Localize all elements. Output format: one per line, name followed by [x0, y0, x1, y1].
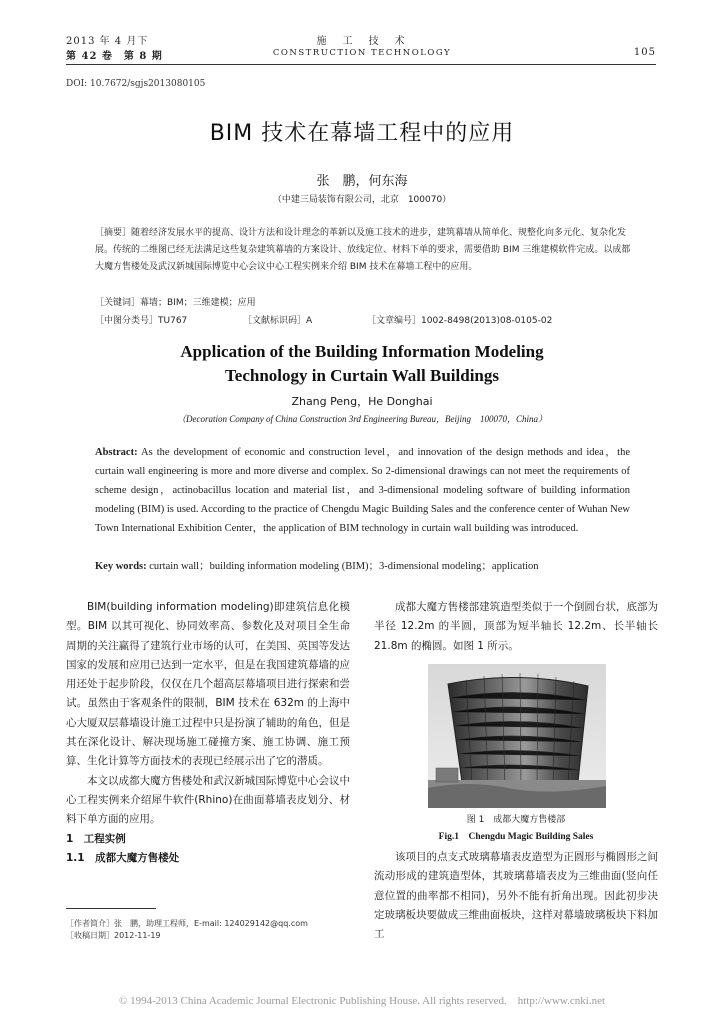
abstract-en-text: As the development of economic and construction level，and innovation of the design methods and idea，the curtain wall engineering is more and more diverse and complex. So 2-dimensional drawings can not meet the requirements of scheme design，actinobacillus location and material list，and 3-dimensional modeling software of building information modeling (BIM) is used. According to the practice of Chengdu Magic Building Sales and the conference center of Wuhan New Town International Exhibition Center，the application of BIM technology in curtain wall building was introduced. — [95, 447, 630, 534]
affiliation-cn: （中建三局装饰有限公司，北京 100070） — [272, 195, 452, 205]
abstract-en — [95, 443, 630, 538]
doc-label: ［文献标识码］ — [243, 316, 307, 326]
footnote-author-text: 张 鹏，助理工程师，E-mail: 124029142@qq.com — [114, 919, 308, 928]
issue-date: 2013 年 4 月下 — [66, 36, 149, 47]
footnote-date-text: 2012-11-19 — [114, 931, 161, 940]
doc-code — [243, 313, 312, 330]
keywords-cn-label: ［关键词］ — [95, 298, 141, 308]
section-heading-1-1: 1.1 成都大魔方售楼处 — [66, 851, 180, 864]
right-paragraph-1: 成都大魔方售楼部建筑造型类似于一个倒圆台状，底部为半径 12.2m 的半圆，顶部为短半轴长 12.2m、长半轴长 21.8m 的椭圆。如图 1 所示。 — [374, 601, 658, 652]
volume-issue: 第 42 卷 第 8 期 — [66, 51, 163, 62]
keywords-en-text: curtain wall；building information modeling (BIM)；3-dimensional modeling；application — [149, 561, 539, 572]
page-number: 105 — [633, 47, 656, 58]
body-left-column — [66, 598, 350, 868]
left-paragraph-2: 本文以成都大魔方售楼处和武汉新城国际博览中心会议中心工程实例来介绍犀牛软件(Rhino)在曲面幕墙表皮划分、材料下单方面的应用。 — [66, 774, 350, 826]
section-heading-1: 1 工程实例 — [66, 832, 126, 845]
journal-name-cn: 施 工 技 术 — [316, 36, 408, 47]
affiliation-en: （Decoration Company of China Construction 3rd Engineering Bureau，Beijing 100070，China） — [176, 414, 548, 424]
footnote-date — [66, 930, 350, 942]
abstract-cn — [95, 225, 631, 276]
footnote-date-label: ［收稿日期］ — [66, 931, 114, 940]
keywords-en-label: Key words: — [95, 561, 147, 572]
footnote — [66, 918, 350, 942]
clc-label: ［中图分类号］ — [95, 316, 159, 326]
header-rule — [66, 64, 656, 65]
article-number — [367, 313, 552, 330]
authors-en: Zhang Peng，He Donghai — [291, 395, 433, 408]
doc-value: A — [306, 316, 313, 326]
copyright-footer: © 1994-2013 China Academic Journal Electronic Publishing House. All rights reserved. http://www.cnki.net — [118, 995, 606, 1007]
title-en-line2: Technology in Curtain Wall Buildings — [225, 366, 499, 385]
footnote-author — [66, 918, 350, 930]
left-paragraph-1: BIM(building information modeling)即建筑信息化模型。BIM 以其可视化、协同效率高、参数化及对项目全生命周期的关注赢得了建筑行业市场的认可，在美国、英国等发达国家的发展和应用已达到一定水平，但是在我国建筑幕墙的应用还处于起步阶段，仅仅在几个超高层幕墙项目进行探索和尝试。虽然由于客观条件的限制，BIM 技术在 632m 的上海中心大厦双层幕墙设计施工过程中只是扮演了辅助的角色，但是其在深化设计、解决现场施工碰撞方案、施工协调、施工预算、生化计算等方面技术的表现已经展示出了它的潜质。 — [66, 601, 350, 768]
title-en-line1: Application of the Building Information Modeling — [180, 342, 544, 361]
figure-1-caption-en: Fig.1 Chengdu Magic Building Sales — [438, 832, 594, 842]
clc-value: TU767 — [158, 316, 188, 326]
keywords-cn-text: 幕墙；BIM；三维建模；应用 — [140, 298, 256, 308]
keywords-cn — [95, 295, 631, 312]
abstract-en-label: Abstract: — [95, 447, 138, 458]
body-right-column-top — [374, 598, 658, 656]
figure-1-photo — [428, 664, 606, 808]
figure-1-caption-cn: 图 1 成都大魔方售楼部 — [466, 815, 566, 825]
building-photo-illustration — [428, 664, 606, 808]
keywords-en — [95, 557, 630, 576]
body-right-column-bottom — [374, 848, 658, 944]
abstract-cn-label: ［摘要］ — [95, 228, 132, 238]
page-title: BIM 技术在幕墙工程中的应用 — [209, 121, 515, 146]
abstract-cn-text: 随着经济发展水平的提高、设计方法和设计理念的革新以及施工技术的进步，建筑幕墙从简单化、规整化向多元化、复杂化发展。传统的二维图已经无法满足这些复杂建筑幕墙的方案设计、放线定位、材料下单的要求，需要借助 BIM 三维建模软件完成。以成都大魔方售楼处及武汉新城国际博览中心会议中心工程实例来介绍 BIM 技术在幕墙工程中的应用。 — [95, 228, 631, 272]
article-label: ［文章编号］ — [367, 316, 422, 326]
footnote-rule — [66, 908, 156, 909]
footnote-author-label: ［作者简介］ — [66, 919, 114, 928]
right-paragraph-2: 该项目的点支式玻璃幕墙表皮造型为正圆形与椭圆形之间流动形成的建筑造型体，其玻璃幕墙表皮为三维曲面(竖向任意位置的曲率都不相同)，另外不能有折角出现。因此初步决定玻璃板块要做成三维曲面板块，这样对幕墙玻璃板块下料加工 — [374, 851, 658, 941]
authors-cn: 张 鹏，何东海 — [316, 174, 408, 189]
classification-row — [95, 313, 631, 330]
doi: DOI: 10.7672/sgjs2013080105 — [66, 79, 206, 89]
journal-name-en: CONSTRUCTION TECHNOLOGY — [272, 48, 452, 58]
article-value: 1002-8498(2013)08-0105-02 — [421, 316, 553, 326]
